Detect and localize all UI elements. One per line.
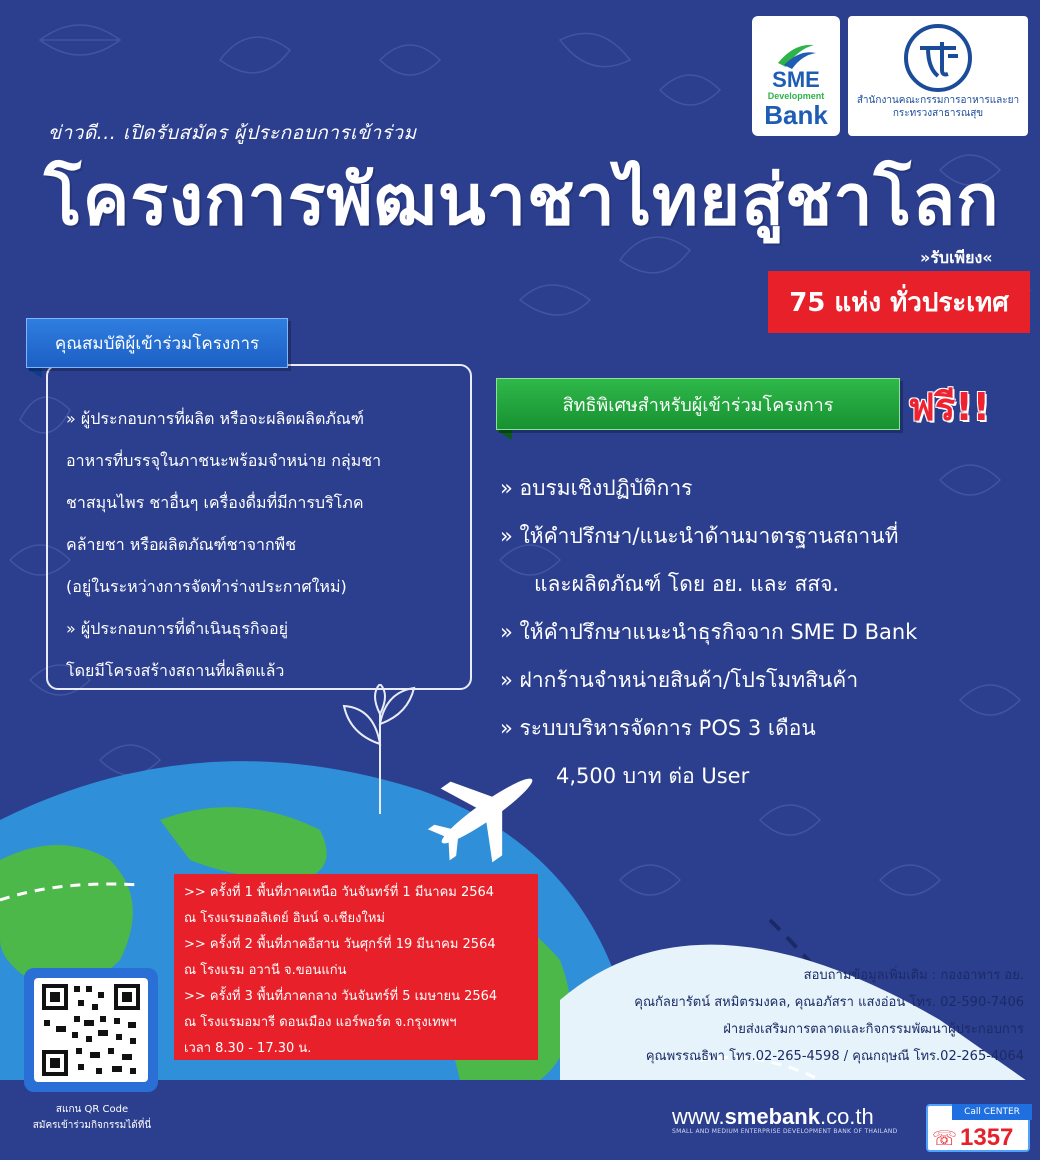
web-bold: smebank (724, 1104, 820, 1129)
event-line: เวลา 8.30 - 17.30 น. (184, 1041, 312, 1056)
fda-caption-2: กระทรวงสาธารณสุข (892, 108, 984, 119)
web-prefix: www. (672, 1104, 725, 1129)
qualification-box (46, 364, 472, 690)
qualification-line: คล้ายชา หรือผลิตภัณฑ์ชาจากพืช (66, 535, 297, 554)
qr-caption-2: สมัครเข้าร่วมกิจกรรมได้ที่นี่ (32, 1120, 152, 1131)
call-center-label: Call CENTER (952, 1104, 1032, 1120)
privilege-item: » ระบบบริหารจัดการ POS 3 เดือน (500, 716, 816, 740)
privileges-ribbon-tail (496, 430, 512, 440)
page-title: โครงการพัฒนาชาไทยสู่ชาโลก (44, 159, 1000, 241)
contact-line: คุณพรรณธิพา โทร.02-265-4598 / คุณกฤษณี โทร.02-265-4064 (645, 1049, 1024, 1064)
sme-bank-logo (752, 16, 840, 136)
news-subheading: ข่าวดี... เปิดรับสมัคร ผู้ประกอบการเข้าร่วม (48, 122, 417, 144)
fda-emblem-icon (902, 22, 974, 94)
sme-logo-sme: SME (772, 67, 820, 92)
qualification-line: โดยมีโครงสร้างสถานที่ผลิตแล้ว (66, 661, 285, 680)
qualification-line: » ผู้ประกอบการที่ผลิต หรือจะผลิตผลิตภัณฑ์ (66, 409, 365, 428)
contact-line: คุณกัลยารัตน์ สหมิตรมงคล, คุณอภัสรา แสงอ่อน โทร. 02-590-7406 (634, 995, 1024, 1010)
website-tagline: SMALL AND MEDIUM ENTERPRISE DEVELOPMENT BANK OF THAILAND (672, 1128, 898, 1135)
call-center-number: 1357 (960, 1124, 1014, 1151)
qualification-ribbon-tail (26, 368, 42, 378)
sme-swoosh-icon (774, 39, 818, 69)
contact-line: ฝ่ายส่งเสริมการตลาดและกิจกรรมพัฒนาผู้ประกอบการ (723, 1022, 1024, 1037)
qr-code-icon (34, 978, 148, 1082)
qualification-line: » ผู้ประกอบการที่ดำเนินธุรกิจอยู่ (66, 619, 288, 638)
event-line: >> ครั้งที่ 1 พื้นที่ภาคเหนือ วันจันทร์ที่ 1 มีนาคม 2564 (184, 885, 495, 900)
event-line: >> ครั้งที่ 3 พื้นที่ภาคกลาง วันจันทร์ที่ 5 เมษายน 2564 (184, 989, 498, 1004)
privileges-heading: สิทธิพิเศษสำหรับผู้เข้าร่วมโครงการ (496, 378, 900, 430)
fda-caption-1: สำนักงานคณะกรรมการอาหารและยา (856, 95, 1020, 106)
event-line: ณ โรงแรม อวานี จ.ขอนแก่น (184, 963, 347, 978)
plant-sprout-icon (330, 684, 430, 814)
event-line: ณ โรงแรมอมารี ดอนเมือง แอร์พอร์ต จ.กรุงเทพฯ (184, 1015, 457, 1030)
qr-caption-1: สแกน QR Code (55, 1104, 129, 1115)
only-label: »รับเพียง« (920, 248, 993, 267)
event-line: >> ครั้งที่ 2 พื้นที่ภาคอีสาน วันศุกร์ที่ 19 มีนาคม 2564 (184, 937, 496, 952)
qr-caption (10, 1102, 174, 1134)
qualification-heading: คุณสมบัติผู้เข้าร่วมโครงการ (26, 318, 288, 368)
qualification-line: ชาสมุนไพร ชาอื่นๆ เครื่องดื่มที่มีการบริโภค (66, 493, 364, 512)
fda-logo (848, 16, 1028, 136)
web-suffix: .co.th (819, 1104, 874, 1129)
website-link[interactable] (672, 1104, 874, 1130)
phone-icon: ☏ (932, 1126, 958, 1150)
qr-code[interactable] (34, 978, 148, 1082)
privilege-item: » ให้คำปรึกษาแนะนำธุรกิจจาก SME D Bank (500, 620, 918, 644)
contact-info (560, 962, 1024, 1070)
qualification-line: อาหารที่บรรจุในภาชนะพร้อมจำหน่าย กลุ่มชา (66, 451, 382, 470)
sme-logo-development: Development (767, 91, 825, 101)
privilege-item: » ให้คำปรึกษา/แนะนำด้านมาตรฐานสถานที่ (500, 524, 899, 548)
free-label: ฟรี!! (908, 385, 990, 429)
call-center-badge[interactable] (926, 1104, 1030, 1152)
quota-badge: 75 แห่ง ทั่วประเทศ (768, 271, 1030, 333)
qualification-line: (อยู่ในระหว่างการจัดทำร่างประกาศใหม่) (66, 577, 347, 596)
qr-code-frame[interactable] (24, 968, 158, 1092)
privilege-item: และผลิตภัณฑ์ โดย อย. และ สสจ. (534, 572, 840, 596)
privilege-item: » อบรมเชิงปฏิบัติการ (500, 476, 693, 500)
event-line: ณ โรงแรมฮอลิเดย์ อินน์ จ.เชียงใหม่ (184, 911, 385, 926)
privileges-list (500, 464, 1030, 800)
event-schedule-box (174, 874, 538, 1060)
privilege-item: » ฝากร้านจำหน่ายสินค้า/โปรโมทสินค้า (500, 668, 859, 692)
contact-line: สอบถามข้อมูลเพิ่มเติม : กองอาหาร อย. (803, 968, 1024, 983)
privilege-item: 4,500 บาท ต่อ User (556, 764, 750, 788)
sme-logo-bank: Bank (764, 100, 828, 130)
